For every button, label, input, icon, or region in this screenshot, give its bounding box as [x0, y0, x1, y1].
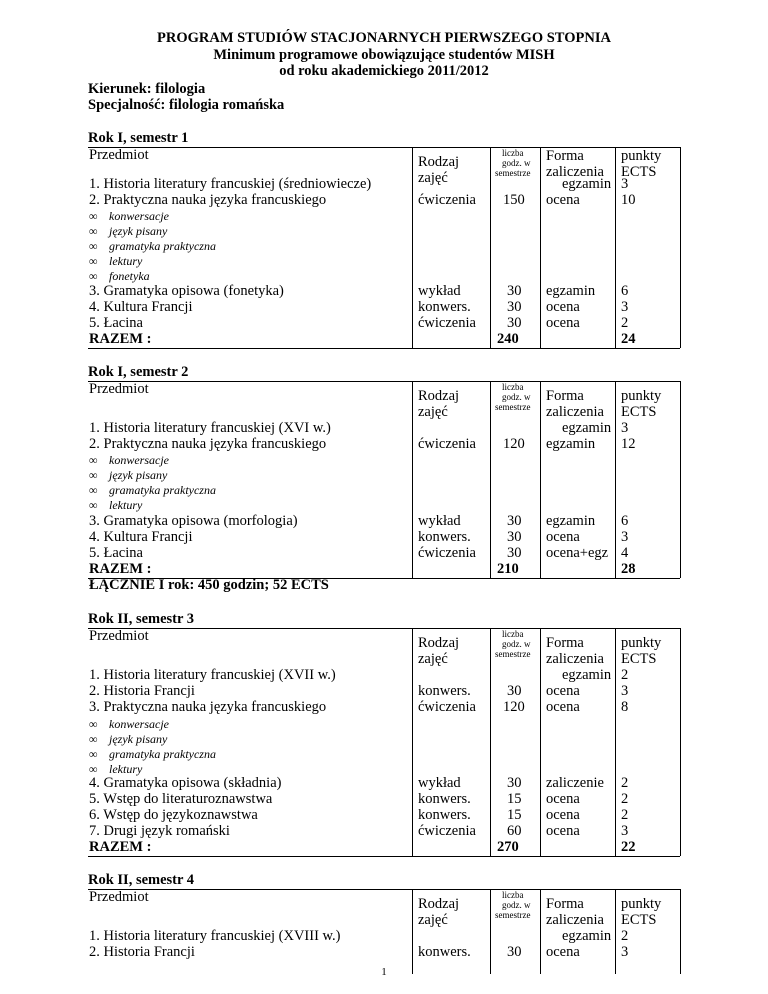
bullet-icon: ∞ [89, 717, 98, 731]
specialization: Specjalność: filologia romańska [88, 97, 285, 113]
col-header-subject: Przedmiot [89, 381, 149, 397]
hours: 60 [507, 823, 522, 839]
col-header-type: Rodzaj [418, 896, 460, 912]
hours: 30 [507, 283, 522, 299]
col-header-hours-3: semestrze [495, 649, 531, 659]
col-header-hours-3: semestrze [495, 402, 531, 412]
col-header-hours-2: godz. w [502, 639, 531, 649]
col-header-ects: punkty [621, 635, 662, 651]
sub-item: lektury [109, 762, 143, 776]
subject-name: 1. Historia literatury francuskiej (XVII w.) [89, 667, 336, 683]
ects-points: 2 [621, 315, 629, 331]
subject-name: 3. Gramatyka opisowa (morfologia) [89, 513, 298, 529]
col-header-form-2: zaliczenia [546, 404, 604, 420]
section-title: Rok I, semestr 1 [88, 130, 189, 146]
class-type: wykład [418, 513, 461, 529]
ects-points: 2 [621, 807, 629, 823]
bullet-icon: ∞ [89, 732, 98, 746]
class-type: ćwiczenia [418, 699, 476, 715]
hours: 120 [503, 699, 525, 715]
total-ects: 24 [621, 331, 636, 347]
col-header-form-2: zaliczenia [546, 912, 604, 928]
bullet-icon: ∞ [89, 453, 98, 467]
col-header-hours: liczba [502, 148, 524, 158]
assessment-form: zaliczenie [546, 775, 604, 791]
ects-points: 3 [621, 529, 629, 545]
col-header-hours-3: semestrze [495, 910, 531, 920]
col-header-ects: punkty [621, 388, 662, 404]
subject-name: 1. Historia literatury francuskiej (XVIII w.) [89, 928, 341, 944]
col-header-ects: punkty [621, 148, 662, 164]
sub-item: lektury [109, 498, 143, 512]
sub-item: język pisany [109, 224, 168, 238]
class-type: konwers. [418, 944, 471, 960]
assessment-form: ocena [546, 944, 580, 960]
subject-name: 7. Drugi język romański [89, 823, 230, 839]
sub-item: fonetyka [109, 269, 150, 283]
sub-item: język pisany [109, 732, 168, 746]
total-label: RAZEM : [89, 839, 152, 855]
hours: 30 [507, 683, 522, 699]
hours: 120 [503, 436, 525, 452]
ects-points: 3 [621, 823, 629, 839]
total-label: RAZEM : [89, 331, 152, 347]
hours: 30 [507, 944, 522, 960]
assessment-form: ocena [546, 699, 580, 715]
page-number: 1 [381, 966, 387, 978]
class-type: ćwiczenia [418, 823, 476, 839]
col-header-type-2: zajęć [418, 651, 448, 667]
academic-year: od roku akademickiego 2011/2012 [279, 63, 489, 79]
total-label: RAZEM : [89, 561, 152, 577]
col-header-form-2: zaliczenia [546, 164, 604, 180]
ects-points: 6 [621, 283, 629, 299]
bullet-icon: ∞ [89, 269, 98, 283]
assessment-form: ocena+egz [546, 545, 609, 561]
col-header-form-2: zaliczenia [546, 651, 604, 667]
col-header-subject: Przedmiot [89, 889, 149, 905]
assessment-form: ocena [546, 299, 580, 315]
bullet-icon: ∞ [89, 747, 98, 761]
col-header-type-2: zajęć [418, 912, 448, 928]
class-type: konwers. [418, 807, 471, 823]
col-header-hours-2: godz. w [502, 900, 531, 910]
section-title: Rok II, semestr 4 [88, 872, 195, 888]
col-header-hours-2: godz. w [502, 392, 531, 402]
class-type: konwers. [418, 529, 471, 545]
ects-points: 3 [621, 176, 629, 192]
page-subtitle: Minimum programowe obowiązujące studentów MISH [213, 47, 555, 63]
subject-name: 6. Wstęp do językoznawstwa [89, 807, 258, 823]
ects-points: 3 [621, 299, 629, 315]
assessment-form: egzamin [562, 928, 612, 944]
col-header-hours: liczba [502, 382, 524, 392]
col-header-ects-2: ECTS [621, 912, 657, 928]
subject-name: 2. Praktyczna nauka języka francuskiego [89, 436, 327, 452]
col-header-ects-2: ECTS [621, 164, 657, 180]
class-type: konwers. [418, 683, 471, 699]
class-type: ćwiczenia [418, 315, 476, 331]
assessment-form: egzamin [546, 436, 596, 452]
class-type: ćwiczenia [418, 436, 476, 452]
hours: 15 [507, 807, 522, 823]
field-of-study: Kierunek: filologia [88, 81, 206, 97]
hours: 30 [507, 299, 522, 315]
year-summary: ŁĄCZNIE I rok: 450 godzin; 52 ECTS [89, 577, 329, 593]
sub-item: język pisany [109, 468, 168, 482]
ects-points: 2 [621, 775, 629, 791]
hours: 150 [503, 192, 525, 208]
assessment-form: ocena [546, 683, 580, 699]
assessment-form: ocena [546, 791, 580, 807]
assessment-form: egzamin [546, 283, 596, 299]
ects-points: 3 [621, 420, 629, 436]
col-header-hours-2: godz. w [502, 158, 531, 168]
col-header-type: Rodzaj [418, 154, 460, 170]
ects-points: 10 [621, 192, 636, 208]
class-type: wykład [418, 775, 461, 791]
subject-name: 3. Praktyczna nauka języka francuskiego [89, 699, 327, 715]
col-header-type-2: zajęć [418, 404, 448, 420]
sub-item: konwersacje [109, 717, 169, 731]
col-header-form: Forma [546, 635, 584, 651]
total-ects: 22 [621, 839, 636, 855]
assessment-form: egzamin [562, 176, 612, 192]
total-hours: 210 [497, 561, 519, 577]
col-header-form: Forma [546, 148, 584, 164]
hours: 30 [507, 529, 522, 545]
col-header-hours: liczba [502, 629, 524, 639]
col-header-type: Rodzaj [418, 388, 460, 404]
subject-name: 5. Wstęp do literaturoznawstwa [89, 791, 273, 807]
col-header-ects: punkty [621, 896, 662, 912]
assessment-form: egzamin [562, 420, 612, 436]
col-header-subject: Przedmiot [89, 147, 149, 163]
assessment-form: ocena [546, 529, 580, 545]
class-type: konwers. [418, 791, 471, 807]
subject-name: 1. Historia literatury francuskiej (średniowiecze) [89, 176, 372, 192]
sub-item: lektury [109, 254, 143, 268]
bullet-icon: ∞ [89, 254, 98, 268]
hours: 15 [507, 791, 522, 807]
hours: 30 [507, 775, 522, 791]
subject-name: 2. Historia Francji [89, 683, 195, 699]
class-type: konwers. [418, 299, 471, 315]
class-type: wykład [418, 283, 461, 299]
section-title: Rok II, semestr 3 [88, 611, 195, 627]
ects-points: 2 [621, 667, 629, 683]
subject-name: 4. Kultura Francji [89, 529, 193, 545]
section-title: Rok I, semestr 2 [88, 364, 189, 380]
total-hours: 240 [497, 331, 519, 347]
assessment-form: ocena [546, 192, 580, 208]
class-type: ćwiczenia [418, 545, 476, 561]
subject-name: 5. Łacina [89, 545, 143, 561]
col-header-hours: liczba [502, 890, 524, 900]
sub-item: gramatyka praktyczna [109, 239, 216, 253]
col-header-form: Forma [546, 896, 584, 912]
col-header-type-2: zajęć [418, 170, 448, 186]
assessment-form: ocena [546, 823, 580, 839]
total-ects: 28 [621, 561, 636, 577]
hours: 30 [507, 315, 522, 331]
bullet-icon: ∞ [89, 483, 98, 497]
subject-name: 4. Gramatyka opisowa (składnia) [89, 775, 282, 791]
col-header-ects-2: ECTS [621, 651, 657, 667]
assessment-form: ocena [546, 807, 580, 823]
ects-points: 6 [621, 513, 629, 529]
subject-name: 3. Gramatyka opisowa (fonetyka) [89, 283, 284, 299]
sub-item: konwersacje [109, 453, 169, 467]
assessment-form: ocena [546, 315, 580, 331]
subject-name: 1. Historia literatury francuskiej (XVI w.) [89, 420, 331, 436]
assessment-form: egzamin [562, 667, 612, 683]
bullet-icon: ∞ [89, 498, 98, 512]
hours: 30 [507, 513, 522, 529]
ects-points: 2 [621, 791, 629, 807]
ects-points: 3 [621, 683, 629, 699]
total-hours: 270 [497, 839, 519, 855]
assessment-form: egzamin [546, 513, 596, 529]
bullet-icon: ∞ [89, 209, 98, 223]
ects-points: 8 [621, 699, 629, 715]
col-header-form: Forma [546, 388, 584, 404]
subject-name: 2. Historia Francji [89, 944, 195, 960]
bullet-icon: ∞ [89, 239, 98, 253]
bullet-icon: ∞ [89, 762, 98, 776]
bullet-icon: ∞ [89, 224, 98, 238]
sub-item: gramatyka praktyczna [109, 747, 216, 761]
sub-item: konwersacje [109, 209, 169, 223]
page-title: PROGRAM STUDIÓW STACJONARNYCH PIERWSZEGO STOPNIA [157, 30, 611, 46]
subject-name: 4. Kultura Francji [89, 299, 193, 315]
col-header-ects-2: ECTS [621, 404, 657, 420]
subject-name: 5. Łacina [89, 315, 143, 331]
ects-points: 2 [621, 928, 629, 944]
ects-points: 4 [621, 545, 629, 561]
bullet-icon: ∞ [89, 468, 98, 482]
col-header-hours-3: semestrze [495, 168, 531, 178]
hours: 30 [507, 545, 522, 561]
subject-name: 2. Praktyczna nauka języka francuskiego [89, 192, 327, 208]
col-header-subject: Przedmiot [89, 628, 149, 644]
col-header-type: Rodzaj [418, 635, 460, 651]
ects-points: 3 [621, 944, 629, 960]
ects-points: 12 [621, 436, 636, 452]
class-type: ćwiczenia [418, 192, 476, 208]
sub-item: gramatyka praktyczna [109, 483, 216, 497]
